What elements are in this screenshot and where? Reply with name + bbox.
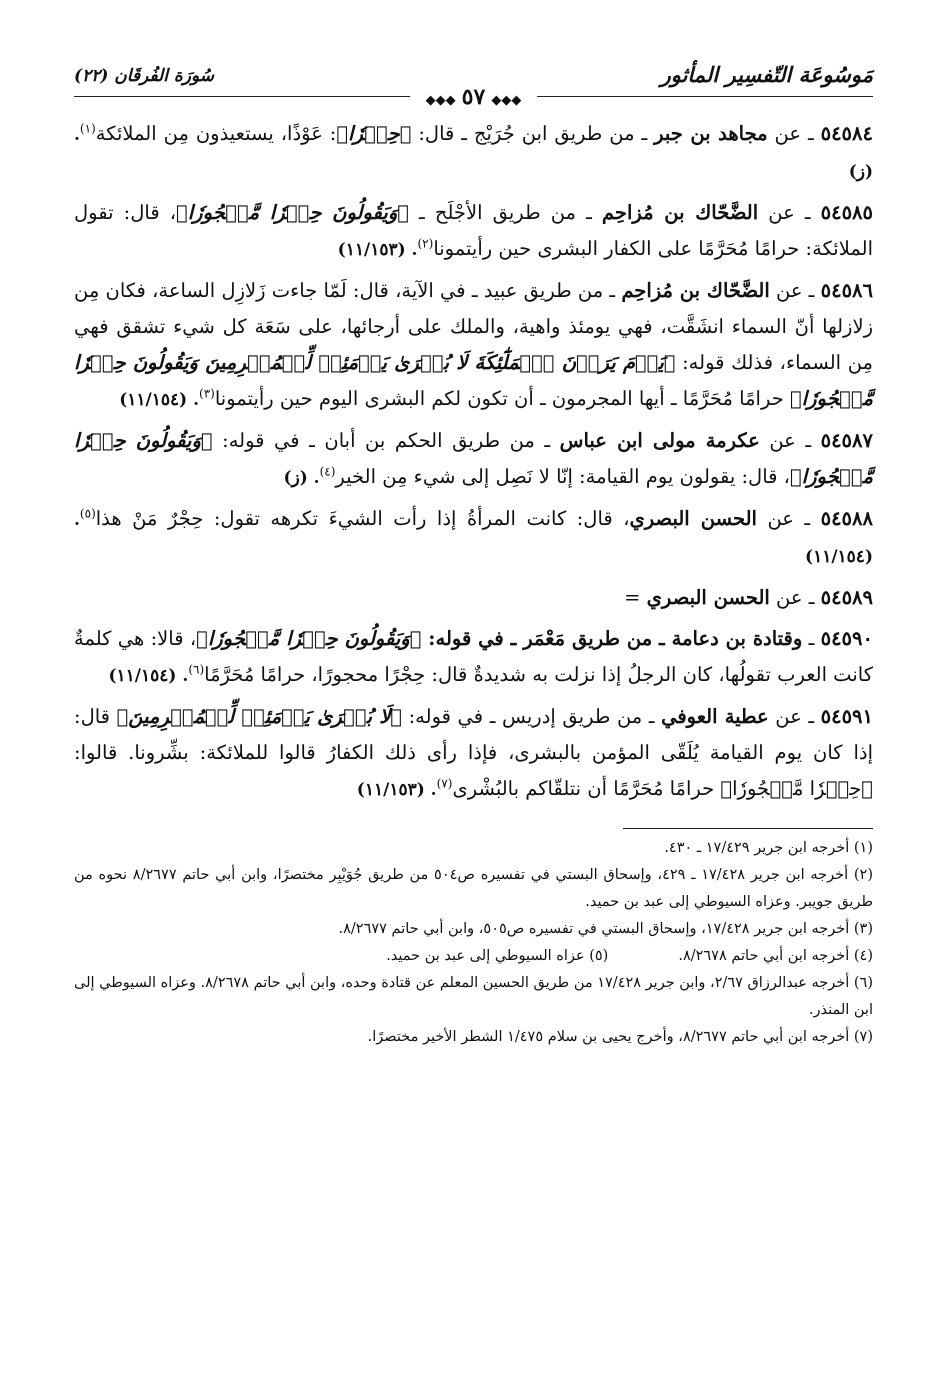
footnote-marker: (٤) — [319, 464, 336, 479]
reference: . (١١/١٥٤) — [74, 510, 873, 567]
quran-quote: ﴿لَا بُشۡرَىٰ يَوۡمَئِذٖ لِّلۡمُجۡرِمِينَ﴾ — [116, 705, 403, 728]
footnote-marker: (٥) — [79, 506, 96, 521]
footnote-marker: (٧) — [436, 776, 453, 791]
reference: . (١١/١٥٤) — [119, 390, 200, 410]
page-header — [74, 56, 873, 110]
quran-quote: ﴿حِجۡرٗا﴾ — [336, 122, 412, 145]
narrator-name: عكرمة مولى ابن عباس — [559, 429, 760, 452]
footnote: (٧) أخرجه ابن أبي حاتم ٨/٢٦٧٧، وأخرج يحيى بن سلام ١/٤٧٥ الشطر الأخير مختصرًا. — [367, 1029, 873, 1045]
reference: . (ز) — [283, 468, 320, 488]
quran-quote: ﴿وَيَقُولُونَ حِجۡرٗا مَّحۡجُورٗا﴾ — [196, 627, 422, 650]
footnote: (٣) أخرجه ابن جرير ١٧/٤٢٨، وإسحاق البستي في تفسيره ص٥٠٥، وابن أبي حاتم ٨/٢٦٧٧. — [338, 921, 873, 937]
book-title: مَوسُوعَة التّفسِير المأثور — [660, 62, 873, 87]
ornament-icon: ◆◆◆ — [425, 93, 456, 108]
narration-text: حرامًا مُحَرَّمًا ـ أيها المجرمون ـ أن تكون لكم البشرى اليوم حين رأيتمونا — [214, 387, 790, 410]
narration-entry: ٥٤٥٨٧ ـ عن عكرمة مولى ابن عباس ـ من طريق الحكم بن أبان ـ في قوله: ﴿وَيَقُولُونَ حِجۡرٗا مَّحۡجُورٗا﴾، قال: يقولون يوم القيامة: إنّا لا نَصِل إلى شيء مِن الخير$^{(٤)}$. (ز) — [74, 429, 873, 488]
reference: . (١١/١٥٣) — [356, 780, 437, 800]
narrator-name: عطية العوفي — [661, 705, 769, 728]
narration-text: ـ من طريق الأجْلَح ـ — [408, 201, 602, 224]
narration-number: ٥٤٥٩١ — [820, 705, 873, 728]
page-number-box — [410, 84, 538, 110]
footnote-marker: (٣) — [199, 386, 215, 401]
narration-entry: ٥٤٥٨٦ ـ عن الضَّحّاك بن مُزاحِم ـ من طريق عبيد ـ في الآية، قال: لَمّا جاءت زَلازِل الساعة، فكان مِن زلازلها أنّ السماء انشَقَّت، فهي يومئذ واهية، والملك على أرجائها، على سَعَة كل شيء تشقق فهي مِن السماء، فذلك قوله: ﴿يَوۡمَ يَرَوۡنَ ٱلۡمَلَٰٓئِكَةَ لَا بُشۡرَىٰ يَوۡمَئِذٖ لِّلۡمُجۡرِمِينَ وَيَقُولُونَ حِجۡرٗا مَّحۡجُورٗا﴾ حرامًا مُحَرَّمًا ـ أيها المجرمون ـ أن تكون لكم البشرى اليوم حين رأيتمونا$^{(٣)}$. (١١/١٥٤) — [74, 279, 873, 410]
narration-text: ـ من طريق عبيد ـ في الآية، قال: لَمّا جاءت زَلازِل الساعة، فكان مِن زلازلها أنّ السماء انشَقَّت، فهي يومئذ واهية، والملك على أرجائها، على سَعَة كل شيء تشقق فهي مِن السماء، فذلك قوله: — [74, 279, 873, 374]
footnote-marker: (٦) — [188, 662, 205, 677]
footnote: (٤) أخرجه ابن أبي حاتم ٨/٢٦٧٨. — [678, 948, 873, 964]
narration-number: ٥٤٥٨٨ — [820, 507, 873, 530]
narration-number: ٥٤٥٩٠ — [820, 627, 873, 650]
footnote: (٥) عزاه السيوطي إلى عبد بن حميد. — [386, 948, 609, 964]
narration-text: ـ من طريق إدريس ـ في قوله: — [402, 705, 662, 728]
quran-quote: ﴿يَوۡمَ يَرَوۡنَ ٱلۡمَلَٰٓئِكَةَ لَا بُشۡرَىٰ يَوۡمَئِذٖ لِّلۡمُجۡرِمِينَ وَيَقُولُونَ حِجۡرٗا مَّحۡجُورٗا﴾ — [74, 351, 873, 410]
narration-entry: ٥٤٥٨٩ ـ عن الحسن البصري = — [624, 586, 873, 609]
narration-number: ٥٤٥٨٥ — [820, 201, 874, 224]
surah-name: سُورَة الفُرقَان (٢٢) — [74, 66, 215, 86]
narration-text: ، قال: كانت المرأةُ إذا رأت الشيءَ تكرهه تقول: حِجْرٌ مَنْ هذا — [95, 507, 630, 530]
narration-number: ٥٤٥٨٦ — [820, 279, 873, 302]
narration-number: ٥٤٥٨٧ — [820, 429, 873, 452]
narration-text: قال: إذا كان يوم القيامة يُلَقّى المؤمن بالبشرى، فإذا رأى ذلك الكفارُ قالوا للملائكة: بشِّرونا. قالوا: ﴿حِجۡرٗا مَّحۡجُورٗا﴾ حرامًا مُحَرَّمًا أن نتلقّاكم بالبُشْرى — [74, 705, 873, 800]
narration-text: ـ من طريق ابن جُرَيْج ـ قال: — [411, 122, 655, 145]
narration-text: ، قال: تقول الملائكة: حرامًا مُحَرَّمًا على الكفار البشرى حين رأيتمونا — [74, 201, 873, 260]
footnote-marker: (١) — [79, 121, 96, 136]
narration-entry: ٥٤٥٨٥ ـ عن الضَّحّاك بن مُزاحِم ـ من طريق الأجْلَح ـ ﴿وَيَقُولُونَ حِجۡرٗا مَّحۡجُورٗا﴾، قال: تقول الملائكة: حرامًا مُحَرَّمًا على الكفار البشرى حين رأيتمونا$^{(٢)}$. (١١/١٥٣) — [74, 201, 874, 260]
reference: . (١١/١٥٣) — [337, 240, 418, 260]
narration-entry: ٥٤٥٩١ ـ عن عطية العوفي ـ من طريق إدريس ـ في قوله: ﴿لَا بُشۡرَىٰ يَوۡمَئِذٖ لِّلۡمُجۡرِمِينَ﴾ قال: إذا كان يوم القيامة يُلَقّى المؤمن بالبشرى، فإذا رأى ذلك الكفارُ قالوا للملائكة: بشِّرونا. قالوا: ﴿حِجۡرٗا مَّحۡجُورٗا﴾ حرامًا مُحَرَّمًا أن نتلقّاكم بالبُشْرى$^{(٧)}$. (١١/١٥٣) — [74, 705, 873, 800]
narration-text: ، قال: يقولون يوم القيامة: إنّا لا نَصِل إلى شيء مِن الخير — [335, 465, 790, 488]
footnote-row — [74, 943, 873, 970]
quran-quote: ﴿وَيَقُولُونَ حِجۡرٗا مَّحۡجُورٗا﴾ — [74, 429, 873, 488]
narration-text: ، قالا: هي كلمةٌ كانت العرب تقولُها، كان الرجلُ إذا نزلت به شديدةٌ قال: حِجْرًا محجورًا، حرامًا مُحَرَّمًا — [74, 627, 873, 686]
narration-text: ـ من طريق الحكم بن أبان ـ في قوله: — [212, 429, 560, 452]
reference: . (ز) — [74, 125, 873, 182]
reference: . (١١/١٥٤) — [108, 666, 189, 686]
footnote-marker: (٢) — [417, 236, 434, 251]
footnote: (١) أخرجه ابن جرير ١٧/٤٢٩ ـ ٤٣٠. — [664, 840, 873, 856]
narrator-name: الضَّحّاك بن مُزاحِم — [601, 201, 759, 224]
footnote: (٢) أخرجه ابن جرير ١٧/٤٢٨ ـ ٤٢٩، وإسحاق البستي في تفسيره ص٥٠٤ من طريق جُوَيْبِر مختصرًا، وابن أبي حاتم ٨/٢٦٧٧ نحوه من طريق جويبر. وعزاه السيوطي إلى عبد بن حميد. — [74, 867, 873, 910]
narrator-name: مجاهد بن جبر — [654, 122, 768, 145]
footnote-separator — [623, 828, 873, 829]
narrator-name: الحسن البصري — [629, 507, 757, 530]
narrator-name: الحسن البصري — [646, 586, 770, 609]
footnote: (٦) أخرجه عبدالرزاق ٢/٦٧، وابن جرير ١٧/٤٢٨ من طريق الحسين المعلم عن قتادة وحده، وابن أبي حاتم ٨/٢٦٧٨. وعزاه السيوطي إلى ابن المنذر. — [74, 975, 873, 1018]
quran-quote: ﴿وَيَقُولُونَ حِجۡرٗا مَّحۡجُورٗا﴾ — [176, 201, 409, 224]
narration-number: ٥٤٥٨٩ — [820, 586, 873, 609]
narrator-name: الضَّحّاك بن مُزاحِم — [621, 279, 770, 302]
narration-text: = — [624, 586, 647, 609]
page-number: ٥٧ — [461, 84, 486, 110]
narration-text: : عَوْذًا، يستعيذون مِن الملائكة — [95, 122, 337, 145]
narration-entry: ٥٤٥٨٨ ـ عن الحسن البصري، قال: كانت المرأةُ إذا رأت الشيءَ تكرهه تقول: حِجْرٌ مَنْ هذا$^{(٥)}$. (١١/١٥٤) — [74, 506, 873, 567]
footnotes — [74, 835, 873, 1051]
narration-entry: ٥٤٥٩٠ ـ وقتادة بن دعامة ـ من طريق مَعْمَر ـ في قوله: ﴿وَيَقُولُونَ حِجۡرٗا مَّحۡجُورٗا﴾، قالا: هي كلمةٌ كانت العرب تقولُها، كان الرجلُ إذا نزلت به شديدةٌ قال: حِجْرًا محجورًا، حرامًا مُحَرَّمًا$^{(٦)}$. (١١/١٥٤) — [74, 627, 873, 686]
book-page — [74, 56, 873, 1348]
ornament-icon: ◆◆◆ — [491, 93, 522, 108]
narration-text: وقتادة بن دعامة ـ من طريق مَعْمَر ـ في قوله: — [421, 627, 803, 650]
narration-entry: ٥٤٥٨٤ ـ عن مجاهد بن جبر ـ من طريق ابن جُرَيْج ـ قال: ﴿حِجۡرٗا﴾: عَوْذًا، يستعيذون مِن الملائكة$^{(١)}$. (ز) — [74, 121, 873, 182]
narration-number: ٥٤٥٨٤ — [820, 122, 873, 145]
main-text — [74, 116, 873, 808]
